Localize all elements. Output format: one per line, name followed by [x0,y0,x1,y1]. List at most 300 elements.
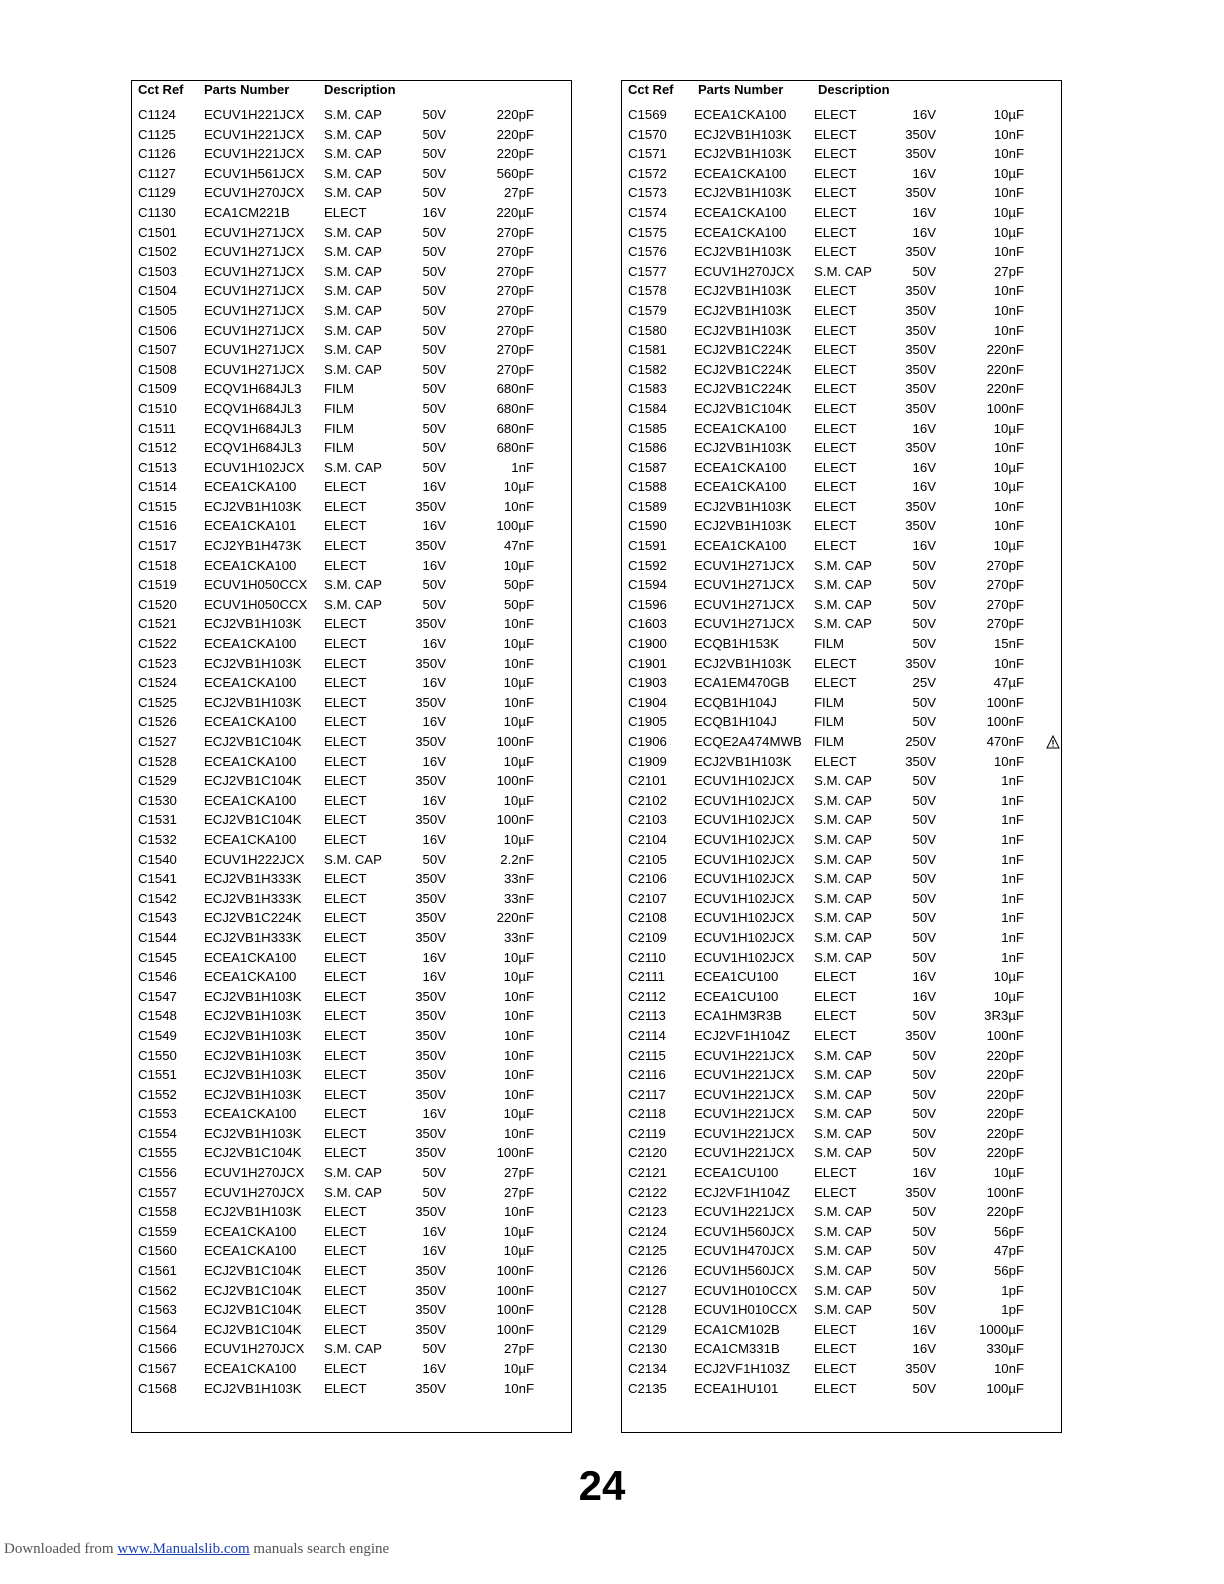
value-cell: 10nF [503,1125,534,1141]
cct-ref-cell: C2129 [628,1321,667,1337]
cct-ref-cell: C2112 [628,988,666,1004]
parts-number-cell: ECEA1CKA100 [694,204,787,220]
parts-number-cell: ECJ2VB1H103K [694,126,792,142]
voltage-cell: 50V [912,792,936,808]
voltage-cell: 16V [422,714,446,730]
value-cell: 100nF [496,812,534,828]
table-row [132,908,571,928]
manualslib-link[interactable]: www.Manualslib.com [117,1541,250,1557]
description-cell: FILM [814,734,845,749]
description-cell: ELECT [814,753,857,769]
parts-number-cell: ECA1HM3R3B [694,1008,782,1024]
cct-ref-cell: C1548 [138,1008,177,1024]
table-row [622,321,1061,341]
value-cell: 10µF [993,420,1024,436]
cct-ref-cell: C1516 [138,518,177,534]
parts-number-cell: ECJ2VF1H104Z [694,1027,791,1043]
parts-number-cell: ECA1EM470GB [694,675,790,691]
voltage-cell: 350V [415,773,446,789]
description-cell: S.M. CAP [814,1125,872,1141]
voltage-cell: 350V [905,655,936,671]
table-row [132,1379,571,1399]
cct-ref-cell: C2119 [628,1125,666,1141]
description-cell: ELECT [324,1302,367,1318]
cct-ref-cell: C1515 [138,498,177,514]
cct-ref-cell: C1520 [138,596,177,612]
parts-number-cell: ECEA1CKA100 [204,714,297,730]
cct-ref-cell: C2122 [628,1184,667,1200]
voltage-cell: 16V [422,1361,446,1376]
description-cell: ELECT [324,1361,367,1376]
value-cell: 10µF [993,107,1024,122]
parts-number-cell: ECJ2VB1H103K [694,655,792,671]
value-cell: 10nF [993,440,1024,456]
value-cell: 100nF [986,714,1024,730]
table-row [132,967,571,987]
value-cell: 1nF [1001,910,1024,926]
table-header [622,81,1061,101]
value-cell: 100nF [496,1282,534,1298]
description-cell: ELECT [814,146,857,162]
cct-ref-cell: C1900 [628,636,667,652]
value-cell: 50pF [503,577,534,593]
cct-ref-cell: C2107 [628,890,667,906]
description-cell: FILM [324,400,355,416]
value-cell: 1pF [1001,1302,1024,1318]
parts-number-cell: ECEA1CKA100 [204,969,297,985]
parts-number-cell: ECEA1CKA100 [694,224,787,240]
description-cell: S.M. CAP [324,1165,382,1181]
description-cell: ELECT [814,204,857,220]
cct-ref-cell: C1546 [138,969,177,985]
value-cell: 10nF [503,988,534,1004]
parts-number-cell: ECQE2A474MWB [694,734,802,749]
description-cell: S.M. CAP [814,557,872,573]
parts-number-cell: ECEA1CKA100 [204,949,297,965]
voltage-cell: 350V [905,381,936,397]
description-cell: S.M. CAP [814,851,872,867]
cct-ref-cell: C1904 [628,694,667,710]
description-cell: S.M. CAP [324,322,382,338]
table-row [132,1300,571,1320]
value-cell: 10nF [503,1086,534,1102]
parts-number-cell: ECUV1H271JCX [694,557,795,573]
description-cell: ELECT [324,949,367,965]
voltage-cell: 350V [415,1204,446,1220]
value-cell: 100nF [986,1027,1024,1043]
table-row [132,497,571,517]
parts-number-cell: ECUV1H221JCX [694,1145,795,1161]
cct-ref-cell: C1558 [138,1204,177,1220]
cct-ref-cell: C1583 [628,381,667,397]
value-cell: 56pF [993,1263,1024,1279]
table-row [622,654,1061,674]
parts-number-cell: ECUV1H102JCX [694,851,795,867]
cct-ref-cell: C2111 [628,969,665,985]
table-row [132,125,571,145]
table-row [132,673,571,693]
parts-number-cell: ECUV1H271JCX [204,244,305,260]
value-cell: 10nF [993,518,1024,534]
voltage-cell: 350V [905,1027,936,1043]
parts-number-cell: ECUV1H102JCX [694,871,795,887]
description-cell: ELECT [324,1223,367,1239]
value-cell: 560pF [496,165,534,181]
table-body [622,105,1061,1398]
value-cell: 10nF [503,694,534,710]
voltage-cell: 50V [912,773,936,789]
parts-number-cell: ECUV1H270JCX [204,1341,305,1357]
cct-ref-cell: C1501 [138,224,177,240]
description-cell: S.M. CAP [324,596,382,612]
voltage-cell: 50V [422,1341,446,1357]
cct-ref-cell: C2110 [628,949,666,965]
footer-prefix: Downloaded from [4,1541,114,1557]
parts-number-cell: ECUV1H102JCX [694,910,795,926]
cct-ref-cell: C1125 [138,126,176,142]
parts-number-cell: ECUV1H221JCX [694,1125,795,1141]
table-row [622,301,1061,321]
voltage-cell: 25V [912,675,936,691]
description-cell: S.M. CAP [324,263,382,279]
description-cell: S.M. CAP [324,459,382,475]
parts-number-cell: ECEA1CKA100 [204,753,297,769]
cct-ref-cell: C1572 [628,165,667,181]
cct-ref-cell: C2108 [628,910,667,926]
table-row [132,281,571,301]
value-cell: 50pF [503,596,534,612]
parts-number-cell: ECUV1H271JCX [694,616,795,632]
table-row [622,242,1061,262]
table-row [622,1183,1061,1203]
table-row [622,732,1061,752]
cct-ref-cell: C1517 [138,538,177,554]
table-row [622,1359,1061,1379]
cct-ref-cell: C1545 [138,949,177,965]
description-cell: S.M. CAP [324,224,382,240]
parts-number-cell: ECUV1H271JCX [694,596,795,612]
cct-ref-cell: C2123 [628,1204,667,1220]
voltage-cell: 350V [905,498,936,514]
download-footer [4,1541,389,1558]
description-cell: ELECT [814,518,857,534]
parts-number-cell: ECUV1H221JCX [204,146,305,162]
table-row [132,830,571,850]
description-cell: ELECT [814,1321,857,1337]
parts-number-cell: ECQB1H104J [694,694,777,710]
parts-number-cell: ECQB1H104J [694,714,777,730]
cct-ref-cell: C2104 [628,831,667,847]
voltage-cell: 50V [422,577,446,593]
description-cell: S.M. CAP [814,1047,872,1063]
parts-number-cell: ECEA1CKA100 [204,831,297,847]
value-cell: 1nF [1001,890,1024,906]
description-cell: ELECT [814,126,857,142]
cct-ref-cell: C1564 [138,1321,177,1337]
cct-ref-cell: C1559 [138,1223,177,1239]
value-cell: 220nF [986,342,1024,358]
cct-ref-cell: C1504 [138,283,177,299]
table-row [132,1183,571,1203]
voltage-cell: 50V [912,1067,936,1083]
table-row [132,1026,571,1046]
value-cell: 1nF [1001,773,1024,789]
value-cell: 33nF [503,871,534,887]
parts-number-cell: ECUV1H102JCX [694,929,795,945]
voltage-cell: 350V [415,890,446,906]
voltage-cell: 350V [905,342,936,358]
cct-ref-cell: C1603 [628,616,667,632]
voltage-cell: 50V [912,1106,936,1122]
value-cell: 33nF [503,929,534,945]
table-row [622,1143,1061,1163]
table-body [132,105,571,1398]
description-cell: S.M. CAP [814,596,872,612]
parts-number-cell: ECEA1CKA100 [694,538,787,554]
cct-ref-cell: C1511 [138,420,176,436]
cct-ref-cell: C1551 [138,1067,177,1083]
value-cell: 10nF [503,1380,534,1396]
description-cell: ELECT [814,1027,857,1043]
cct-ref-cell: C1552 [138,1086,177,1102]
parts-number-cell: ECJ2VB1C224K [694,342,792,358]
value-cell: 10nF [503,1008,534,1024]
description-cell: ELECT [814,1341,857,1357]
table-row [622,948,1061,968]
table-row [132,654,571,674]
value-cell: 270pF [496,244,534,260]
cct-ref-cell: C1512 [138,440,177,456]
voltage-cell: 50V [912,1302,936,1318]
value-cell: 10µF [503,969,534,985]
table-row [132,1339,571,1359]
table-row [132,850,571,870]
value-cell: 47pF [993,1243,1024,1259]
description-cell: ELECT [324,792,367,808]
voltage-cell: 350V [905,185,936,201]
value-cell: 1nF [1001,949,1024,965]
voltage-cell: 50V [912,929,936,945]
description-cell: S.M. CAP [814,1067,872,1083]
description-cell: ELECT [814,342,857,358]
value-cell: 10nF [993,146,1024,162]
description-cell: ELECT [324,969,367,985]
voltage-cell: 350V [415,694,446,710]
value-cell: 10nF [993,655,1024,671]
value-cell: 10nF [503,1047,534,1063]
description-cell: ELECT [814,498,857,514]
cct-ref-cell: C1526 [138,714,177,730]
description-cell: S.M. CAP [324,146,382,162]
cct-ref-cell: C1588 [628,479,667,495]
table-row [132,810,571,830]
description-cell: ELECT [814,1008,857,1024]
value-cell: 10µF [503,1106,534,1122]
voltage-cell: 50V [912,557,936,573]
table-row [622,1261,1061,1281]
description-cell: S.M. CAP [814,812,872,828]
value-cell: 220pF [986,1106,1024,1122]
table-row [132,1241,571,1261]
description-cell: S.M. CAP [814,831,872,847]
value-cell: 10µF [993,969,1024,985]
voltage-cell: 350V [905,518,936,534]
cct-ref-cell: C1510 [138,400,177,416]
parts-number-cell: ECJ2VB1H103K [694,302,792,318]
voltage-cell: 50V [912,1125,936,1141]
cct-ref-cell: C1557 [138,1184,177,1200]
cct-ref-cell: C1594 [628,577,667,593]
voltage-cell: 16V [422,792,446,808]
voltage-cell: 16V [422,479,446,495]
cct-ref-cell: C1905 [628,714,667,730]
description-cell: ELECT [324,498,367,514]
table-row [622,125,1061,145]
cct-ref-cell: C1587 [628,459,667,475]
description-cell: S.M. CAP [324,185,382,201]
voltage-cell: 350V [415,1047,446,1063]
description-cell: ELECT [814,969,857,985]
value-cell: 10µF [993,1165,1024,1181]
table-row [132,262,571,282]
voltage-cell: 50V [422,1184,446,1200]
table-row [622,634,1061,654]
table-row [132,438,571,458]
cct-ref-cell: C1586 [628,440,667,456]
voltage-cell: 50V [422,263,446,279]
table-row [132,752,571,772]
value-cell: 27pF [503,1341,534,1357]
description-cell: S.M. CAP [814,910,872,926]
description-cell: ELECT [324,1204,367,1220]
value-cell: 220nF [496,910,534,926]
parts-number-cell: ECJ2VB1H103K [204,655,302,671]
description-cell: S.M. CAP [814,1263,872,1279]
cct-ref-cell: C1581 [628,342,667,358]
table-row [622,1241,1061,1261]
table-row [622,791,1061,811]
voltage-cell: 50V [912,694,936,710]
description-cell: FILM [324,381,355,397]
parts-number-cell: ECUV1H221JCX [204,126,305,142]
description-cell: ELECT [324,871,367,887]
cct-ref-cell: C1521 [138,616,177,632]
table-row [622,1124,1061,1144]
value-cell: 270pF [986,616,1024,632]
voltage-cell: 50V [422,440,446,456]
description-cell: ELECT [814,988,857,1004]
voltage-cell: 50V [912,890,936,906]
table-row [132,1104,571,1124]
parts-number-cell: ECEA1CKA100 [694,479,787,495]
cct-ref-cell: C1541 [138,871,177,887]
description-cell: S.M. CAP [324,342,382,358]
parts-number-cell: ECJ2VB1H103K [694,498,792,514]
voltage-cell: 50V [422,146,446,162]
description-cell: ELECT [324,1321,367,1337]
value-cell: 680nF [496,420,534,436]
description-cell: S.M. CAP [814,890,872,906]
parts-number-cell: ECJ2VB1H103K [204,988,302,1004]
table-row [622,164,1061,184]
voltage-cell: 350V [415,1321,446,1337]
cct-ref-cell: C2105 [628,851,667,867]
parts-number-cell: ECJ2VB1C104K [204,1263,302,1279]
cct-ref-cell: C1906 [628,734,667,749]
parts-number-cell: ECJ2VB1C104K [204,1302,302,1318]
voltage-cell: 50V [912,1086,936,1102]
value-cell: 10nF [503,1204,534,1220]
cct-ref-cell: C2128 [628,1302,667,1318]
parts-number-cell: ECJ2VB1C104K [204,1321,302,1337]
value-cell: 10µF [503,675,534,691]
description-cell: S.M. CAP [324,1184,382,1200]
cct-ref-cell: C2135 [628,1380,667,1396]
value-cell: 220pF [986,1125,1024,1141]
description-cell: S.M. CAP [814,792,872,808]
voltage-cell: 350V [415,1282,446,1298]
table-row [622,1379,1061,1399]
description-cell: S.M. CAP [324,244,382,260]
parts-table-right [621,80,1062,1433]
table-row [622,458,1061,478]
description-cell: S.M. CAP [814,577,872,593]
voltage-cell: 16V [422,1243,446,1259]
parts-number-cell: ECJ2VB1H103K [204,1067,302,1083]
table-row [132,379,571,399]
voltage-cell: 50V [422,126,446,142]
description-cell: ELECT [324,1008,367,1024]
header-cct-ref: Cct Ref [138,82,184,97]
parts-number-cell: ECJ2VB1C224K [204,910,302,926]
value-cell: 56pF [993,1223,1024,1239]
value-cell: 10nF [503,1067,534,1083]
description-cell: ELECT [324,1145,367,1161]
description-cell: S.M. CAP [814,1302,872,1318]
parts-number-cell: ECJ2VB1H333K [204,890,302,906]
parts-number-cell: ECJ2VB1C224K [694,361,792,377]
parts-number-cell: ECA1CM221B [204,204,290,220]
table-row [622,1026,1061,1046]
parts-number-cell: ECUV1H271JCX [204,302,305,318]
description-cell: ELECT [814,244,857,260]
parts-number-cell: ECEA1CKA100 [204,1223,297,1239]
voltage-cell: 350V [415,988,446,1004]
description-cell: FILM [324,440,355,456]
value-cell: 270pF [496,342,534,358]
voltage-cell: 16V [912,459,936,475]
cct-ref-cell: C2127 [628,1282,667,1298]
voltage-cell: 350V [905,440,936,456]
table-row [132,1065,571,1085]
parts-number-cell: ECUV1H561JCX [204,165,305,181]
value-cell: 680nF [496,400,534,416]
value-cell: 270pF [496,322,534,338]
parts-number-cell: ECEA1CKA100 [694,107,787,122]
description-cell: ELECT [324,518,367,534]
cct-ref-cell: C1505 [138,302,177,318]
voltage-cell: 350V [415,812,446,828]
description-cell: ELECT [324,557,367,573]
voltage-cell: 50V [912,1223,936,1239]
cct-ref-cell: C1524 [138,675,177,691]
voltage-cell: 350V [905,244,936,260]
description-cell: ELECT [814,420,857,436]
voltage-cell: 50V [912,616,936,632]
table-row [622,967,1061,987]
description-cell: ELECT [814,302,857,318]
value-cell: 27pF [503,185,534,201]
